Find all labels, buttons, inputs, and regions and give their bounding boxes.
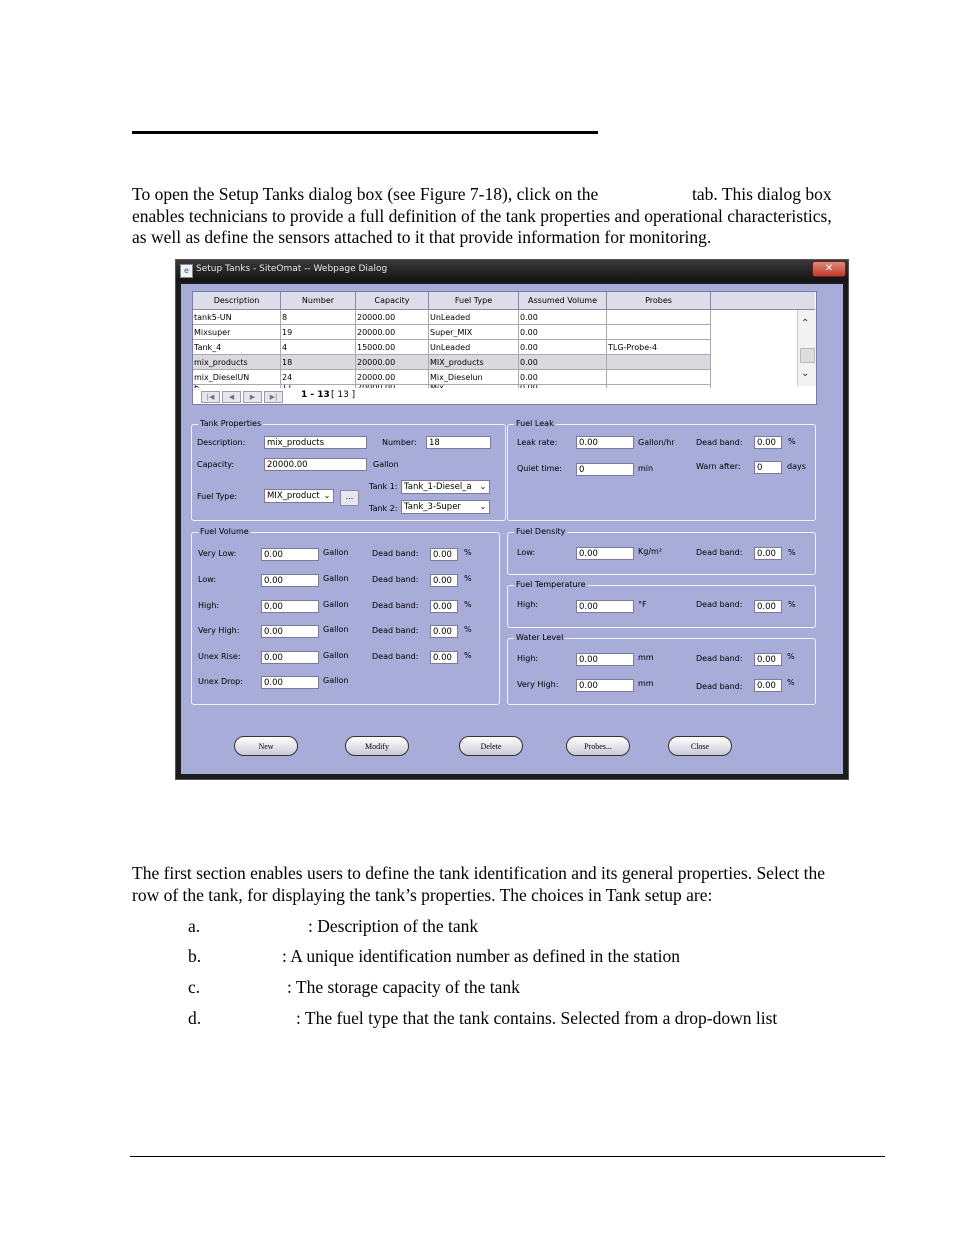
table-row[interactable] <box>193 325 711 340</box>
column-header-assumed-volume[interactable]: Assumed Volume <box>519 292 607 310</box>
volume-threshold-field[interactable]: 0.00 <box>261 574 319 587</box>
table-cell: 20000.00 <box>356 370 429 385</box>
fuel-density-legend: Fuel Density <box>516 527 566 536</box>
table-cell: mix_products <box>193 355 281 370</box>
table-cell: 0.00 <box>519 340 607 355</box>
close-button[interactable]: Close <box>668 736 732 756</box>
water-high-field[interactable]: 0.00 <box>576 653 634 666</box>
pager-range: 1 - 13 <box>301 390 330 400</box>
intro-line1-before: To open the Setup Tanks dialog box (see Figure 7-18), click on the <box>132 184 599 204</box>
fuel-type-label: Fuel Type: <box>197 492 237 501</box>
list-item <box>188 977 838 999</box>
volume-dead-band-field[interactable]: 0.00 <box>430 548 458 561</box>
volume-threshold-label: High: <box>198 601 220 610</box>
table-cell <box>607 355 711 370</box>
table-cell: 20000.00 <box>356 325 429 340</box>
leak-rate-unit: Gallon/hr <box>638 438 675 447</box>
dialog-close-button[interactable]: ✕ <box>812 261 846 277</box>
fuel-density-group <box>507 527 816 575</box>
capacity-field[interactable]: 20000.00 <box>264 458 367 471</box>
temperature-high-field[interactable]: 0.00 <box>576 600 634 613</box>
delete-button[interactable]: Delete <box>459 736 523 756</box>
scroll-thumb[interactable] <box>800 348 815 363</box>
density-low-unit: Kg/m² <box>638 547 663 556</box>
volume-dead-band-field[interactable]: 0.00 <box>430 625 458 638</box>
table-cell <box>607 310 711 325</box>
volume-threshold-unit: Gallon <box>323 651 349 660</box>
density-dead-band-field[interactable]: 0.00 <box>754 547 782 560</box>
volume-threshold-field[interactable]: 0.00 <box>261 625 319 638</box>
volume-dead-band-label: Dead band: <box>372 549 419 558</box>
water-very-high-unit: mm <box>638 679 654 688</box>
table-header-row <box>193 292 711 310</box>
fuel-leak-group <box>507 419 816 521</box>
leak-rate-field[interactable]: 0.00 <box>576 436 634 449</box>
table-cell: MIX_products <box>429 355 519 370</box>
next-page-icon[interactable]: ▶ <box>243 391 262 403</box>
table-cell <box>607 370 711 385</box>
number-field[interactable]: 18 <box>426 436 491 449</box>
water-very-high-dead-band-field[interactable]: 0.00 <box>754 679 782 692</box>
volume-threshold-field[interactable]: 0.00 <box>261 651 319 664</box>
table-cell: 4 <box>281 340 356 355</box>
tank2-select[interactable] <box>401 500 490 514</box>
fuel-temperature-legend: Fuel Temperature <box>516 580 586 589</box>
intro-line2: enables technicians to provide a full definition of the tank properties and operational characteristics, <box>132 205 832 226</box>
tanks-grid <box>192 291 817 389</box>
water-very-high-field[interactable]: 0.00 <box>576 679 634 692</box>
table-cell <box>607 325 711 340</box>
column-header-fuel-type[interactable]: Fuel Type <box>429 292 519 310</box>
table-row[interactable] <box>193 370 711 385</box>
list-item-letter: d. <box>188 1008 202 1028</box>
table-cell: tank5-UN <box>193 310 281 325</box>
density-low-field[interactable]: 0.00 <box>576 547 634 560</box>
temperature-high-label: High: <box>517 600 539 609</box>
new-button[interactable]: New <box>234 736 298 756</box>
volume-dead-band-label: Dead band: <box>372 575 419 584</box>
tank2-label: Tank 2: <box>369 504 398 513</box>
table-cell: Mixsuper <box>193 325 281 340</box>
temperature-dead-band-label: Dead band: <box>696 600 743 609</box>
volume-dead-band-label: Dead band: <box>372 652 419 661</box>
water-high-unit: mm <box>638 653 654 662</box>
scroll-up-icon[interactable]: ⌃ <box>801 318 810 329</box>
volume-dead-band-field[interactable]: 0.00 <box>430 574 458 587</box>
quiet-time-label: Quiet time: <box>517 464 562 473</box>
list-item-letter: c. <box>188 977 201 997</box>
quiet-time-unit: min <box>638 464 654 473</box>
table-cell: mix_DieselUN <box>193 370 281 385</box>
probes-button[interactable]: Probes... <box>566 736 630 756</box>
volume-threshold-label: Very Low: <box>198 549 237 558</box>
table-cell: 20000.00 <box>356 355 429 370</box>
volume-threshold-unit: Gallon <box>323 625 349 634</box>
water-high-dead-band-unit: % <box>787 652 795 661</box>
column-header-description[interactable]: Description <box>193 292 281 310</box>
table-cell: 8 <box>281 310 356 325</box>
volume-threshold-field[interactable]: 0.00 <box>261 676 319 689</box>
list-item-text: : Description of the tank <box>308 916 479 936</box>
table-row[interactable] <box>193 355 711 370</box>
volume-threshold-unit: Gallon <box>323 548 349 557</box>
density-low-label: Low: <box>517 548 536 557</box>
section-paragraph <box>132 863 892 906</box>
grid-header-filler <box>708 292 815 310</box>
warn-after-unit: days <box>787 462 806 471</box>
list-item-text: : The fuel type that the tank contains. Selected from a drop-down list <box>296 1008 778 1028</box>
dialog-title: Setup Tanks - SiteOmat -- Webpage Dialog <box>196 264 388 274</box>
tank1-select[interactable] <box>401 480 490 494</box>
setup-tanks-dialog <box>175 259 849 780</box>
table-cell: 0.00 <box>519 310 607 325</box>
header-rule <box>132 131 598 134</box>
table-cell: 18 <box>281 355 356 370</box>
browser-page-icon: e <box>180 264 193 278</box>
fuel-volume-legend: Fuel Volume <box>200 527 249 536</box>
volume-dead-band-field[interactable]: 0.00 <box>430 600 458 613</box>
modify-button[interactable]: Modify <box>345 736 409 756</box>
table-cell: TLG-Probe-4 <box>607 340 711 355</box>
volume-dead-band-unit: % <box>464 651 472 660</box>
table-cell: Super_MIX <box>429 325 519 340</box>
water-high-dead-band-label: Dead band: <box>696 654 743 663</box>
capacity-unit: Gallon <box>373 460 399 469</box>
water-very-high-dead-band-label: Dead band: <box>696 682 743 691</box>
volume-threshold-label: Unex Rise: <box>198 652 241 661</box>
volume-dead-band-label: Dead band: <box>372 601 419 610</box>
temperature-dead-band-unit: % <box>788 600 796 609</box>
temperature-dead-band-field[interactable]: 0.00 <box>754 600 782 613</box>
density-dead-band-unit: % <box>788 548 796 557</box>
volume-dead-band-unit: % <box>464 600 472 609</box>
list-item <box>188 1008 838 1030</box>
column-header-capacity[interactable]: Capacity <box>356 292 429 310</box>
table-cell: 0.00 <box>519 355 607 370</box>
table-cell: UnLeaded <box>429 310 519 325</box>
description-label: Description: <box>197 438 246 447</box>
number-label: Number: <box>382 438 417 447</box>
dialog-titlebar <box>176 260 848 282</box>
table-cell: 20000.00 <box>356 310 429 325</box>
table-cell: 15000.00 <box>356 340 429 355</box>
volume-threshold-unit: Gallon <box>323 600 349 609</box>
leak-dead-band-field[interactable]: 0.00 <box>754 436 782 449</box>
list-item-letter: b. <box>188 946 202 966</box>
density-dead-band-label: Dead band: <box>696 548 743 557</box>
leak-rate-label: Leak rate: <box>517 438 558 447</box>
fuel-volume-group <box>191 527 500 705</box>
first-page-icon[interactable]: |◀ <box>201 391 220 403</box>
tanks-table-body <box>193 310 711 392</box>
table-cell: UnLeaded <box>429 340 519 355</box>
section-line1: The first section enables users to define the tank identification and its general properties. Select the <box>132 863 825 883</box>
water-level-group <box>507 633 816 705</box>
pager-total: [ 13 ] <box>331 390 356 400</box>
scroll-down-icon[interactable]: ⌄ <box>801 368 810 379</box>
table-row[interactable] <box>193 310 711 325</box>
chevron-down-icon: ⌄ <box>479 482 487 491</box>
leak-dead-band-label: Dead band: <box>696 438 743 447</box>
fuel-type-value: MIX_product <box>267 491 320 501</box>
fuel-leak-legend: Fuel Leak <box>516 419 554 428</box>
leak-dead-band-unit: % <box>788 437 796 446</box>
volume-threshold-field[interactable]: 0.00 <box>261 600 319 613</box>
volume-dead-band-label: Dead band: <box>372 626 419 635</box>
intro-line1-after: tab. This dialog box <box>692 184 832 204</box>
grid-pager <box>192 388 817 405</box>
volume-threshold-label: Very High: <box>198 626 240 635</box>
column-header-number[interactable]: Number <box>281 292 356 310</box>
list-item-text: : The storage capacity of the tank <box>287 977 520 997</box>
table-cell: 0.00 <box>519 325 607 340</box>
table-cell: Tank_4 <box>193 340 281 355</box>
list-item-text: : A unique identification number as defined in the station <box>282 946 681 966</box>
volume-dead-band-unit: % <box>464 548 472 557</box>
last-page-icon[interactable]: ▶| <box>264 391 283 403</box>
volume-threshold-label: Low: <box>198 575 217 584</box>
tanks-table <box>193 292 711 392</box>
volume-threshold-label: Unex Drop: <box>198 677 243 686</box>
tank2-value: Tank_3-Super <box>404 502 461 512</box>
fuel-temperature-group <box>507 580 816 628</box>
table-cell: 0.00 <box>519 370 607 385</box>
volume-threshold-unit: Gallon <box>323 574 349 583</box>
dialog-client-area <box>181 284 843 774</box>
grid-scrollbar[interactable] <box>797 310 816 386</box>
section-line2: row of the tank, for displaying the tank’s properties. The choices in Tank setup are: <box>132 884 713 905</box>
volume-threshold-unit: Gallon <box>323 676 349 685</box>
temperature-high-unit: °F <box>638 600 647 609</box>
previous-page-icon[interactable]: ◀ <box>222 391 241 403</box>
table-cell: 19 <box>281 325 356 340</box>
intro-paragraph <box>132 184 892 249</box>
water-level-legend: Water Level <box>516 633 564 642</box>
table-cell: 24 <box>281 370 356 385</box>
volume-dead-band-unit: % <box>464 574 472 583</box>
column-header-probes[interactable]: Probes <box>607 292 711 310</box>
water-high-label: High: <box>517 654 539 663</box>
chevron-down-icon: ⌄ <box>479 502 487 511</box>
water-high-dead-band-field[interactable]: 0.00 <box>754 653 782 666</box>
volume-dead-band-unit: % <box>464 625 472 634</box>
warn-after-label: Warn after: <box>696 462 741 471</box>
water-very-high-label: Very High: <box>517 680 559 689</box>
volume-dead-band-field[interactable]: 0.00 <box>430 651 458 664</box>
list-item-letter: a. <box>188 916 201 936</box>
volume-threshold-field[interactable]: 0.00 <box>261 548 319 561</box>
quiet-time-field[interactable]: 0 <box>576 463 634 476</box>
fuel-type-browse-button[interactable]: ... <box>340 490 359 506</box>
capacity-label: Capacity: <box>197 460 235 469</box>
fuel-type-select[interactable] <box>264 489 334 503</box>
tank-properties-group <box>191 419 506 521</box>
water-very-high-dead-band-unit: % <box>787 678 795 687</box>
table-row[interactable] <box>193 340 711 355</box>
chevron-down-icon: ⌄ <box>323 491 331 500</box>
intro-line3: as well as define the sensors attached to it that provide information for monitoring. <box>132 227 712 247</box>
tank-properties-legend: Tank Properties <box>200 419 262 428</box>
list-item <box>188 946 838 968</box>
tank1-label: Tank 1: <box>369 482 398 491</box>
warn-after-field[interactable]: 0 <box>754 461 782 474</box>
table-cell: Mix_Dieselun <box>429 370 519 385</box>
description-field[interactable]: mix_products <box>264 436 367 449</box>
tank1-value: Tank_1-Diesel_a <box>404 482 472 492</box>
list-item <box>188 916 838 938</box>
footer-rule <box>130 1156 885 1157</box>
